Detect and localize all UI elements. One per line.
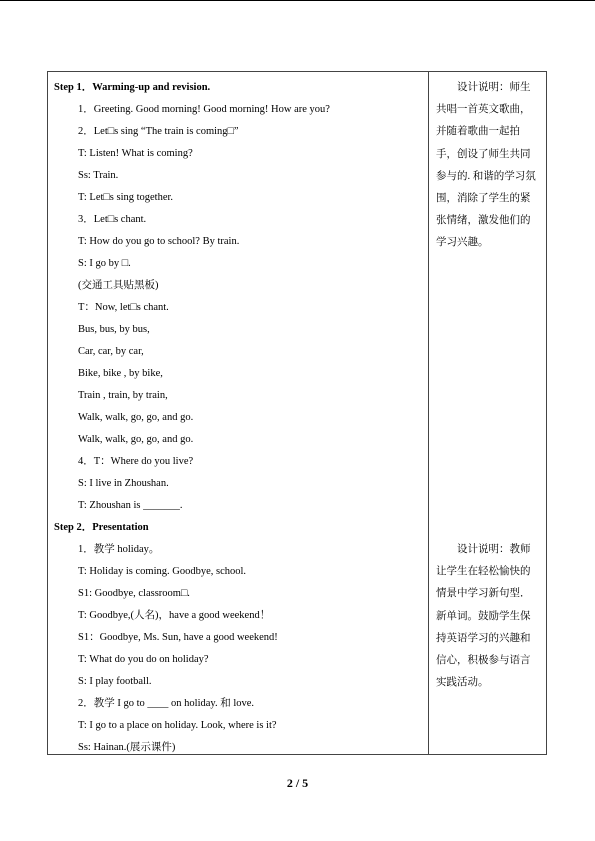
step1-line: Ss: Train. — [78, 170, 119, 181]
step2-line: Ss: Hainan.(展示课件) — [78, 742, 176, 753]
step1-design-note: 设计说明：师生共唱一首英文歌曲，并随着歌曲一起拍手，创设了师生共同参与的. 和谐的学习氛围，消除了学生的紧张情绪，激发他们的学习兴趣。 — [436, 82, 536, 249]
step1-line: Bus, bus, by bus, — [78, 324, 150, 335]
step2-heading: Step 2．Presentation — [54, 522, 149, 533]
step1-line: T: Let□s sing together. — [78, 192, 174, 203]
step1-line: T: Zhoushan is _______. — [78, 500, 183, 511]
step2-line: T: What do you do on holiday? — [78, 654, 209, 665]
step1-heading: Step 1．Warming-up and revision. — [54, 82, 211, 93]
step2-line: T: I go to a place on holiday. Look, where is it? — [78, 720, 277, 731]
step1-line: Car, car, by car, — [78, 346, 144, 357]
step1-line: T: Listen! What is coming? — [78, 148, 193, 159]
step1-line: 3．Let□s chant. — [78, 214, 147, 225]
step2-line: S1: Goodbye, classroom□. — [78, 588, 190, 599]
step2-line: S: I play football. — [78, 676, 152, 687]
step2-line: T: Holiday is coming. Goodbye, school. — [78, 566, 247, 577]
top-rule — [0, 0, 595, 1]
column-divider — [428, 71, 429, 755]
step1-line: S: I go by □. — [78, 258, 131, 269]
step1-line: Walk, walk, go, go, and go. — [78, 412, 194, 423]
page-number: 2 / 5 — [286, 776, 309, 790]
step2-design-note: 设计说明：教师让学生在轻松愉快的情景中学习新句型．新单词。鼓励学生保持英语学习的兴趣和信心，积极参与语言实践活动。 — [436, 544, 531, 689]
step1-line: 2．Let□s sing “The train is coming□” — [78, 126, 239, 137]
step1-line: 4．T：Where do you live? — [78, 456, 194, 467]
step2-line: S1：Goodbye, Ms. Sun, have a good weekend! — [78, 632, 278, 643]
step2-line: 1．教学 holiday。 — [78, 544, 160, 555]
step1-line: Walk, walk, go, go, and go. — [78, 434, 194, 445]
step2-line: T: Goodbye,(人名)，have a good weekend！ — [78, 610, 271, 621]
step1-line: Train , train, by train, — [78, 390, 168, 401]
step1-line: 1．Greeting. Good morning! Good morning! How are you? — [78, 104, 330, 115]
step2-line: 2．教学 I go to ____ on holiday. 和 love. — [78, 698, 255, 709]
step1-line: (交通工具贴黑板) — [78, 280, 159, 291]
step1-line: S: I live in Zhoushan. — [78, 478, 169, 489]
step1-line: T: How do you go to school? By train. — [78, 236, 240, 247]
step1-line: T：Now, let□s chant. — [78, 302, 169, 313]
step1-line: Bike, bike , by bike, — [78, 368, 163, 379]
